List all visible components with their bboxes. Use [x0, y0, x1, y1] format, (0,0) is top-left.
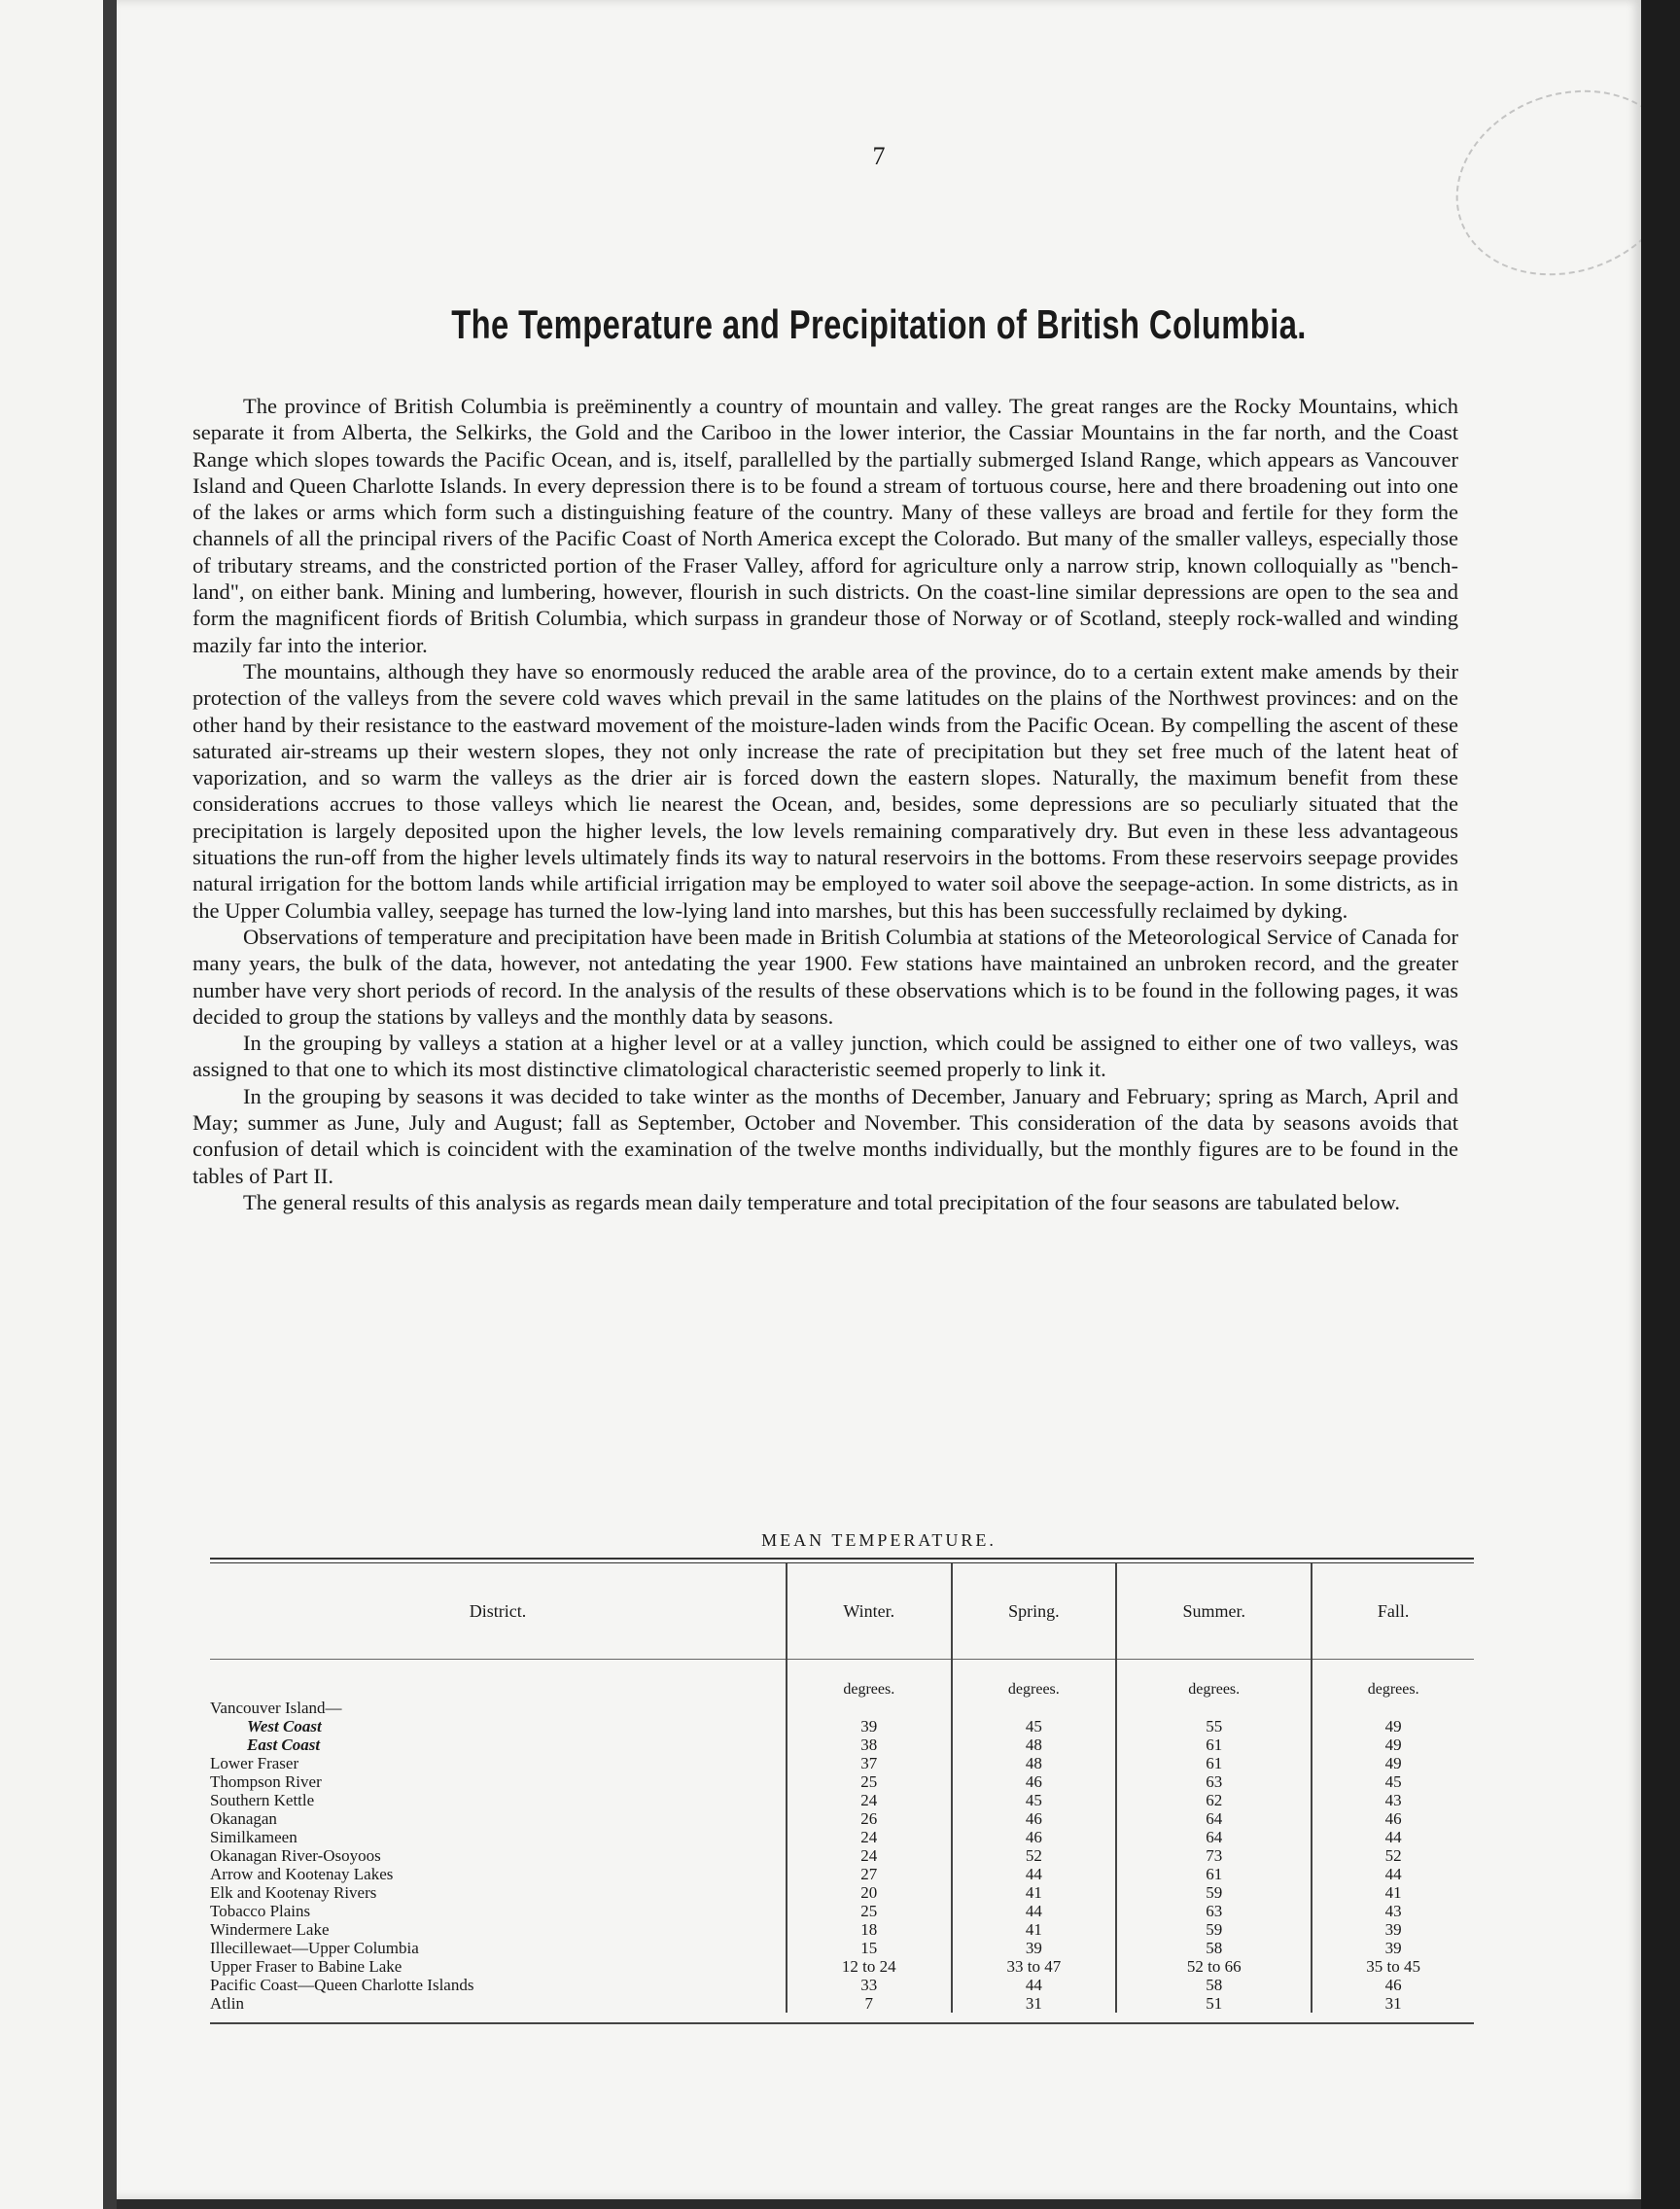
winter-cell: 24 [787, 1846, 952, 1865]
fall-cell: 49 [1312, 1736, 1474, 1754]
table-row [210, 1976, 1474, 1994]
paragraph: In the grouping by seasons it was decided to take winter as the months of December, January and February; spring as March, April and May; summer as June, July and August; fall as September, October and November. This consideration of the data by seasons avoids that confusion of detail which is coincident with the examination of the twelve months individually, but the monthly figures are to be found in the tables of Part II. [192, 1083, 1458, 1188]
fall-cell: 46 [1312, 1976, 1474, 1994]
summer-cell: 64 [1116, 1828, 1312, 1846]
winter-cell: 18 [787, 1920, 952, 1939]
summer-cell: 64 [1116, 1809, 1312, 1828]
district-cell: Lower Fraser [210, 1754, 299, 1772]
right-border [1641, 0, 1680, 2209]
spring-cell: 44 [952, 1902, 1117, 1920]
table-row [210, 1846, 1474, 1865]
table-row [210, 1883, 1474, 1902]
group-row [210, 1699, 1474, 1717]
fall-cell: 44 [1312, 1828, 1474, 1846]
district-cell: Windermere Lake [210, 1920, 330, 1939]
summer-cell: 61 [1116, 1736, 1312, 1754]
summer-cell: 63 [1116, 1772, 1312, 1791]
winter-cell: 39 [787, 1717, 952, 1736]
table-bottom-rule [210, 2022, 1474, 2024]
spring-cell: 46 [952, 1809, 1117, 1828]
district-cell: Upper Fraser to Babine Lake [210, 1957, 402, 1976]
page-title: The Temperature and Precipitation of British Columbia. [451, 301, 1307, 347]
summer-cell: 59 [1116, 1920, 1312, 1939]
paragraph: The mountains, although they have so enormously reduced the arable area of the province, do to a certain extent make amends by their protection of the valleys from the severe cold waves which prevail in the same latitudes on the plains of the Northwest provinces: and on the other hand by their resistance to the eastward movement of the moisture-laden winds from the Pacific Ocean. By compelling the ascent of these saturated air-streams up their western slopes, they not only increase the rate of precipitation but they set free much of the latent heat of vaporization, and so warm the valleys as the drier air is forced down the eastern slopes. Naturally, the maximum benefit from these considerations accrues to those valleys which lie nearest the Ocean, and, besides, some depressions are so peculiarly situated that the precipitation is largely deposited upon the higher levels, the low levels remaining comparatively dry. But even in these less advantageous situations the run-off from the higher levels ultimately finds its way to natural reservoirs in the bottoms. From these reservoirs seepage provides natural irrigation for the bottom lands while artificial irrigation may be employed to water soil above the seepage-action. In some districts, as in the Upper Columbia valley, seepage has turned the low-lying land into marshes, but this has been successfully reclaimed by dyking. [192, 658, 1458, 923]
winter-cell: 38 [787, 1736, 952, 1754]
fall-cell: 49 [1312, 1754, 1474, 1772]
winter-cell: 7 [787, 1994, 952, 2013]
table-row [210, 1939, 1474, 1957]
spring-cell: 41 [952, 1920, 1117, 1939]
table-row [210, 1920, 1474, 1939]
table-row [210, 1994, 1474, 2013]
header-spring: Spring. [952, 1563, 1117, 1660]
district-cell: West Coast [247, 1717, 322, 1736]
winter-cell: 24 [787, 1828, 952, 1846]
fall-cell: 43 [1312, 1902, 1474, 1920]
fall-cell: 44 [1312, 1865, 1474, 1883]
spring-cell: 33 to 47 [952, 1957, 1117, 1976]
summer-cell: 73 [1116, 1846, 1312, 1865]
units-row [210, 1660, 1474, 1700]
district-cell: Atlin [210, 1994, 244, 2013]
district-cell: Elk and Kootenay Rivers [210, 1883, 377, 1902]
header-district: District. [210, 1563, 787, 1660]
spring-cell: 44 [952, 1865, 1117, 1883]
winter-cell: 25 [787, 1902, 952, 1920]
summer-cell: 58 [1116, 1939, 1312, 1957]
mean-temperature-table [210, 1558, 1474, 2024]
spring-cell: 48 [952, 1754, 1117, 1772]
summer-cell: 61 [1116, 1754, 1312, 1772]
table-row [210, 1828, 1474, 1846]
paragraph: The province of British Columbia is preëminently a country of mountain and valley. The great ranges are the Rocky Mountains, which separate it from Alberta, the Selkirks, the Gold and the Cariboo in the lower interior, the Cassiar Mountains in the far north, and the Coast Range which slopes towards the Pacific Ocean, and is, itself, parallelled by the partially submerged Island Range, which appears as Vancouver Island and Queen Charlotte Islands. In every depression there is to be found a stream of tortuous course, here and there broadening out into one of the lakes or arms which form such a distinguishing feature of the country. Many of these valleys are broad and fertile for they form the channels of all the principal rivers of the Pacific Coast of North America except the Colorado. But many of the smaller valleys, especially those of tributary streams, and the constricted portion of the Fraser Valley, afford for agriculture only a narrow strip, known colloquially as "bench-land", on either bank. Mining and lumbering, however, flourish in such districts. On the coast-line similar depressions are open to the sea and form the magnificent fiords of British Columbia, which surpass in grandeur those of Norway or of Scotland, steeply rock-walled and winding mazily far into the interior. [192, 394, 1458, 657]
fall-cell: 39 [1312, 1939, 1474, 1957]
paragraph: The general results of this analysis as regards mean daily temperature and total precipitation of the four seasons are tabulated below. [243, 1189, 1400, 1214]
spring-cell: 46 [952, 1828, 1117, 1846]
table-row [210, 1865, 1474, 1883]
spring-cell: 44 [952, 1976, 1117, 1994]
spring-cell: 31 [952, 1994, 1117, 2013]
spring-cell: 48 [952, 1736, 1117, 1754]
summer-cell: 51 [1116, 1994, 1312, 2013]
district-cell: Tobacco Plains [210, 1902, 311, 1920]
data-table [210, 1563, 1474, 2013]
fall-cell: 45 [1312, 1772, 1474, 1791]
units-empty [210, 1660, 787, 1700]
unit-fall: degrees. [1312, 1660, 1474, 1700]
fall-cell: 39 [1312, 1920, 1474, 1939]
unit-spring: degrees. [952, 1660, 1117, 1700]
summer-cell: 58 [1116, 1976, 1312, 1994]
header-fall: Fall. [1312, 1563, 1474, 1660]
fall-cell: 52 [1312, 1846, 1474, 1865]
summer-cell: 63 [1116, 1902, 1312, 1920]
fall-cell: 31 [1312, 1994, 1474, 2013]
table-row [210, 1791, 1474, 1809]
left-margin-strip [0, 0, 115, 2209]
summer-cell: 62 [1116, 1791, 1312, 1809]
page-number: 7 [872, 142, 886, 170]
spring-cell: 45 [952, 1791, 1117, 1809]
spring-cell: 39 [952, 1939, 1117, 1957]
table-body [210, 1660, 1474, 2014]
fall-cell: 35 to 45 [1312, 1957, 1474, 1976]
paragraph: Observations of temperature and precipitation have been made in British Columbia at stations of the Meteorological Service of Canada for many years, the bulk of the data, however, not antedating the year 1900. Few stations have maintained an unbroken record, and the greater number have very short periods of record. In the analysis of the results of these observations which is to be found in the following pages, it was decided to group the stations by valleys and the monthly data by seasons. [192, 924, 1458, 1029]
table-row [210, 1717, 1474, 1736]
table-row [210, 1957, 1474, 1976]
group-label: Vancouver Island— [210, 1699, 342, 1717]
district-cell: Illecillewaet—Upper Columbia [210, 1939, 419, 1957]
winter-cell: 12 to 24 [787, 1957, 952, 1976]
summer-cell: 55 [1116, 1717, 1312, 1736]
district-cell: Pacific Coast—Queen Charlotte Islands [210, 1976, 474, 1994]
table-caption: MEAN TEMPERATURE. [761, 1530, 997, 1550]
district-cell: Similkameen [210, 1828, 298, 1846]
district-cell: East Coast [247, 1736, 321, 1754]
winter-cell: 33 [787, 1976, 952, 1994]
district-cell: Thompson River [210, 1772, 322, 1791]
winter-cell: 24 [787, 1791, 952, 1809]
winter-cell: 25 [787, 1772, 952, 1791]
fall-cell: 46 [1312, 1809, 1474, 1828]
paragraph: In the grouping by valleys a station at a higher level or at a valley junction, which could be assigned to either one of two valleys, was assigned to that one to which its most distinctive climatological characteristic seemed properly to link it. [192, 1031, 1458, 1082]
spring-cell: 46 [952, 1772, 1117, 1791]
left-page-edge [103, 0, 117, 2209]
winter-cell: 20 [787, 1883, 952, 1902]
fall-cell: 43 [1312, 1791, 1474, 1809]
district-cell: Okanagan [210, 1809, 277, 1828]
winter-cell: 15 [787, 1939, 952, 1957]
summer-cell: 52 to 66 [1116, 1957, 1312, 1976]
summer-cell: 59 [1116, 1883, 1312, 1902]
document-page [117, 0, 1641, 2199]
district-cell: Arrow and Kootenay Lakes [210, 1865, 394, 1883]
header-winter: Winter. [787, 1563, 952, 1660]
district-cell: Southern Kettle [210, 1791, 315, 1809]
unit-winter: degrees. [787, 1660, 952, 1700]
winter-cell: 27 [787, 1865, 952, 1883]
spring-cell: 45 [952, 1717, 1117, 1736]
table-row [210, 1902, 1474, 1920]
unit-summer: degrees. [1116, 1660, 1312, 1700]
summer-cell: 61 [1116, 1865, 1312, 1883]
body-text [192, 393, 1458, 1215]
table-row [210, 1754, 1474, 1772]
winter-cell: 37 [787, 1754, 952, 1772]
table-row [210, 1809, 1474, 1828]
table-row [210, 1772, 1474, 1791]
header-summer: Summer. [1116, 1563, 1312, 1660]
district-cell: Okanagan River-Osoyoos [210, 1846, 381, 1865]
fall-cell: 49 [1312, 1717, 1474, 1736]
spring-cell: 41 [952, 1883, 1117, 1902]
spring-cell: 52 [952, 1846, 1117, 1865]
table-row [210, 1736, 1474, 1754]
winter-cell: 26 [787, 1809, 952, 1828]
fall-cell: 41 [1312, 1883, 1474, 1902]
header-row [210, 1563, 1474, 1660]
